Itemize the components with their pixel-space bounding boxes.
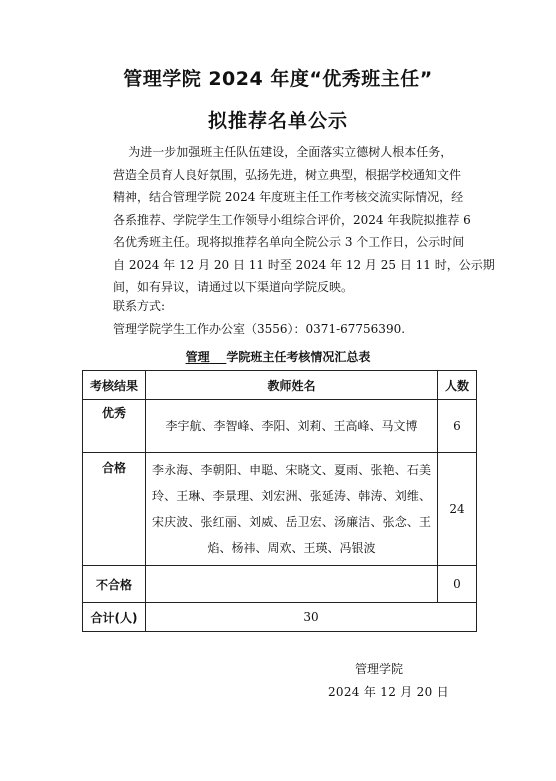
count-pass: 24 (438, 453, 477, 566)
body-line: 各系推荐、学院学生工作领导小组综合评价，2024 年我院拟推荐 6 (113, 212, 471, 227)
table-row-excellent (83, 400, 477, 453)
table-header-row (83, 371, 477, 400)
body-line: 间，如有异议，请通过以下渠道向学院反映。 (113, 280, 354, 294)
table-title-suffix: 学院班主任考核情况汇总表 (226, 350, 371, 364)
summary-table (82, 370, 477, 632)
table-row-fail (83, 566, 477, 603)
header-count: 人数 (438, 371, 477, 400)
body-line: 精神，结合管理学院 2024 年度班主任工作考核交流实际情况，经 (113, 190, 464, 204)
result-total: 合计(人) (83, 603, 146, 632)
total-value: 30 (146, 603, 477, 632)
names-excellent: 李宇航、李智峰、李阳、刘莉、王高峰、马文博 (146, 400, 438, 453)
result-fail: 不合格 (83, 566, 146, 603)
count-excellent: 6 (438, 400, 477, 453)
header-result: 考核结果 (83, 371, 146, 400)
table-row-total (83, 603, 477, 632)
table-row-pass (83, 453, 477, 566)
result-excellent: 优秀 (83, 400, 146, 453)
announcement-body (113, 141, 495, 299)
body-line: 自 2024 年 12 月 20 日 11 时至 2024 年 12 月 25 日 11 时，公示期 (113, 257, 495, 272)
header-names: 教师姓名 (146, 371, 438, 400)
document-title-line2: 拟推荐名单公示 (207, 110, 348, 132)
names-fail (146, 566, 438, 603)
body-line: 营造全员育人良好氛围，弘扬先进，树立典型，根据学校通知文件 (113, 167, 462, 182)
names-pass: 李永海、李朝阳、申聪、宋晓文、夏雨、张艳、石美玲、王琳、李景理、刘宏洲、张延涛、韩涛、刘维、宋庆波、张红丽、刘威、岳卫宏、汤廉洁、张念、王焰、杨祎、周欢、王瑛、冯银波 (146, 453, 438, 566)
signature-date: 2024 年 12 月 20 日 (328, 685, 449, 699)
result-pass: 合格 (83, 453, 146, 566)
body-line: 为进一步加强班主任队伍建设，全面落实立德树人根本任务， (113, 145, 453, 159)
contact-info: 管理学院学生工作办公室（3556）：0371-67756390. (113, 322, 406, 336)
count-fail: 0 (438, 566, 477, 603)
document-title-line1: 管理学院 2024 年度“优秀班主任” (123, 68, 433, 90)
signature-org: 管理学院 (355, 662, 404, 676)
contact-label: 联系方式: (113, 299, 166, 313)
body-line: 名优秀班主任。现将拟推荐名单向全院公示 3 个工作日，公示时间 (113, 235, 465, 249)
table-title-prefix: 管理 (185, 350, 210, 364)
table-title (0, 348, 556, 365)
